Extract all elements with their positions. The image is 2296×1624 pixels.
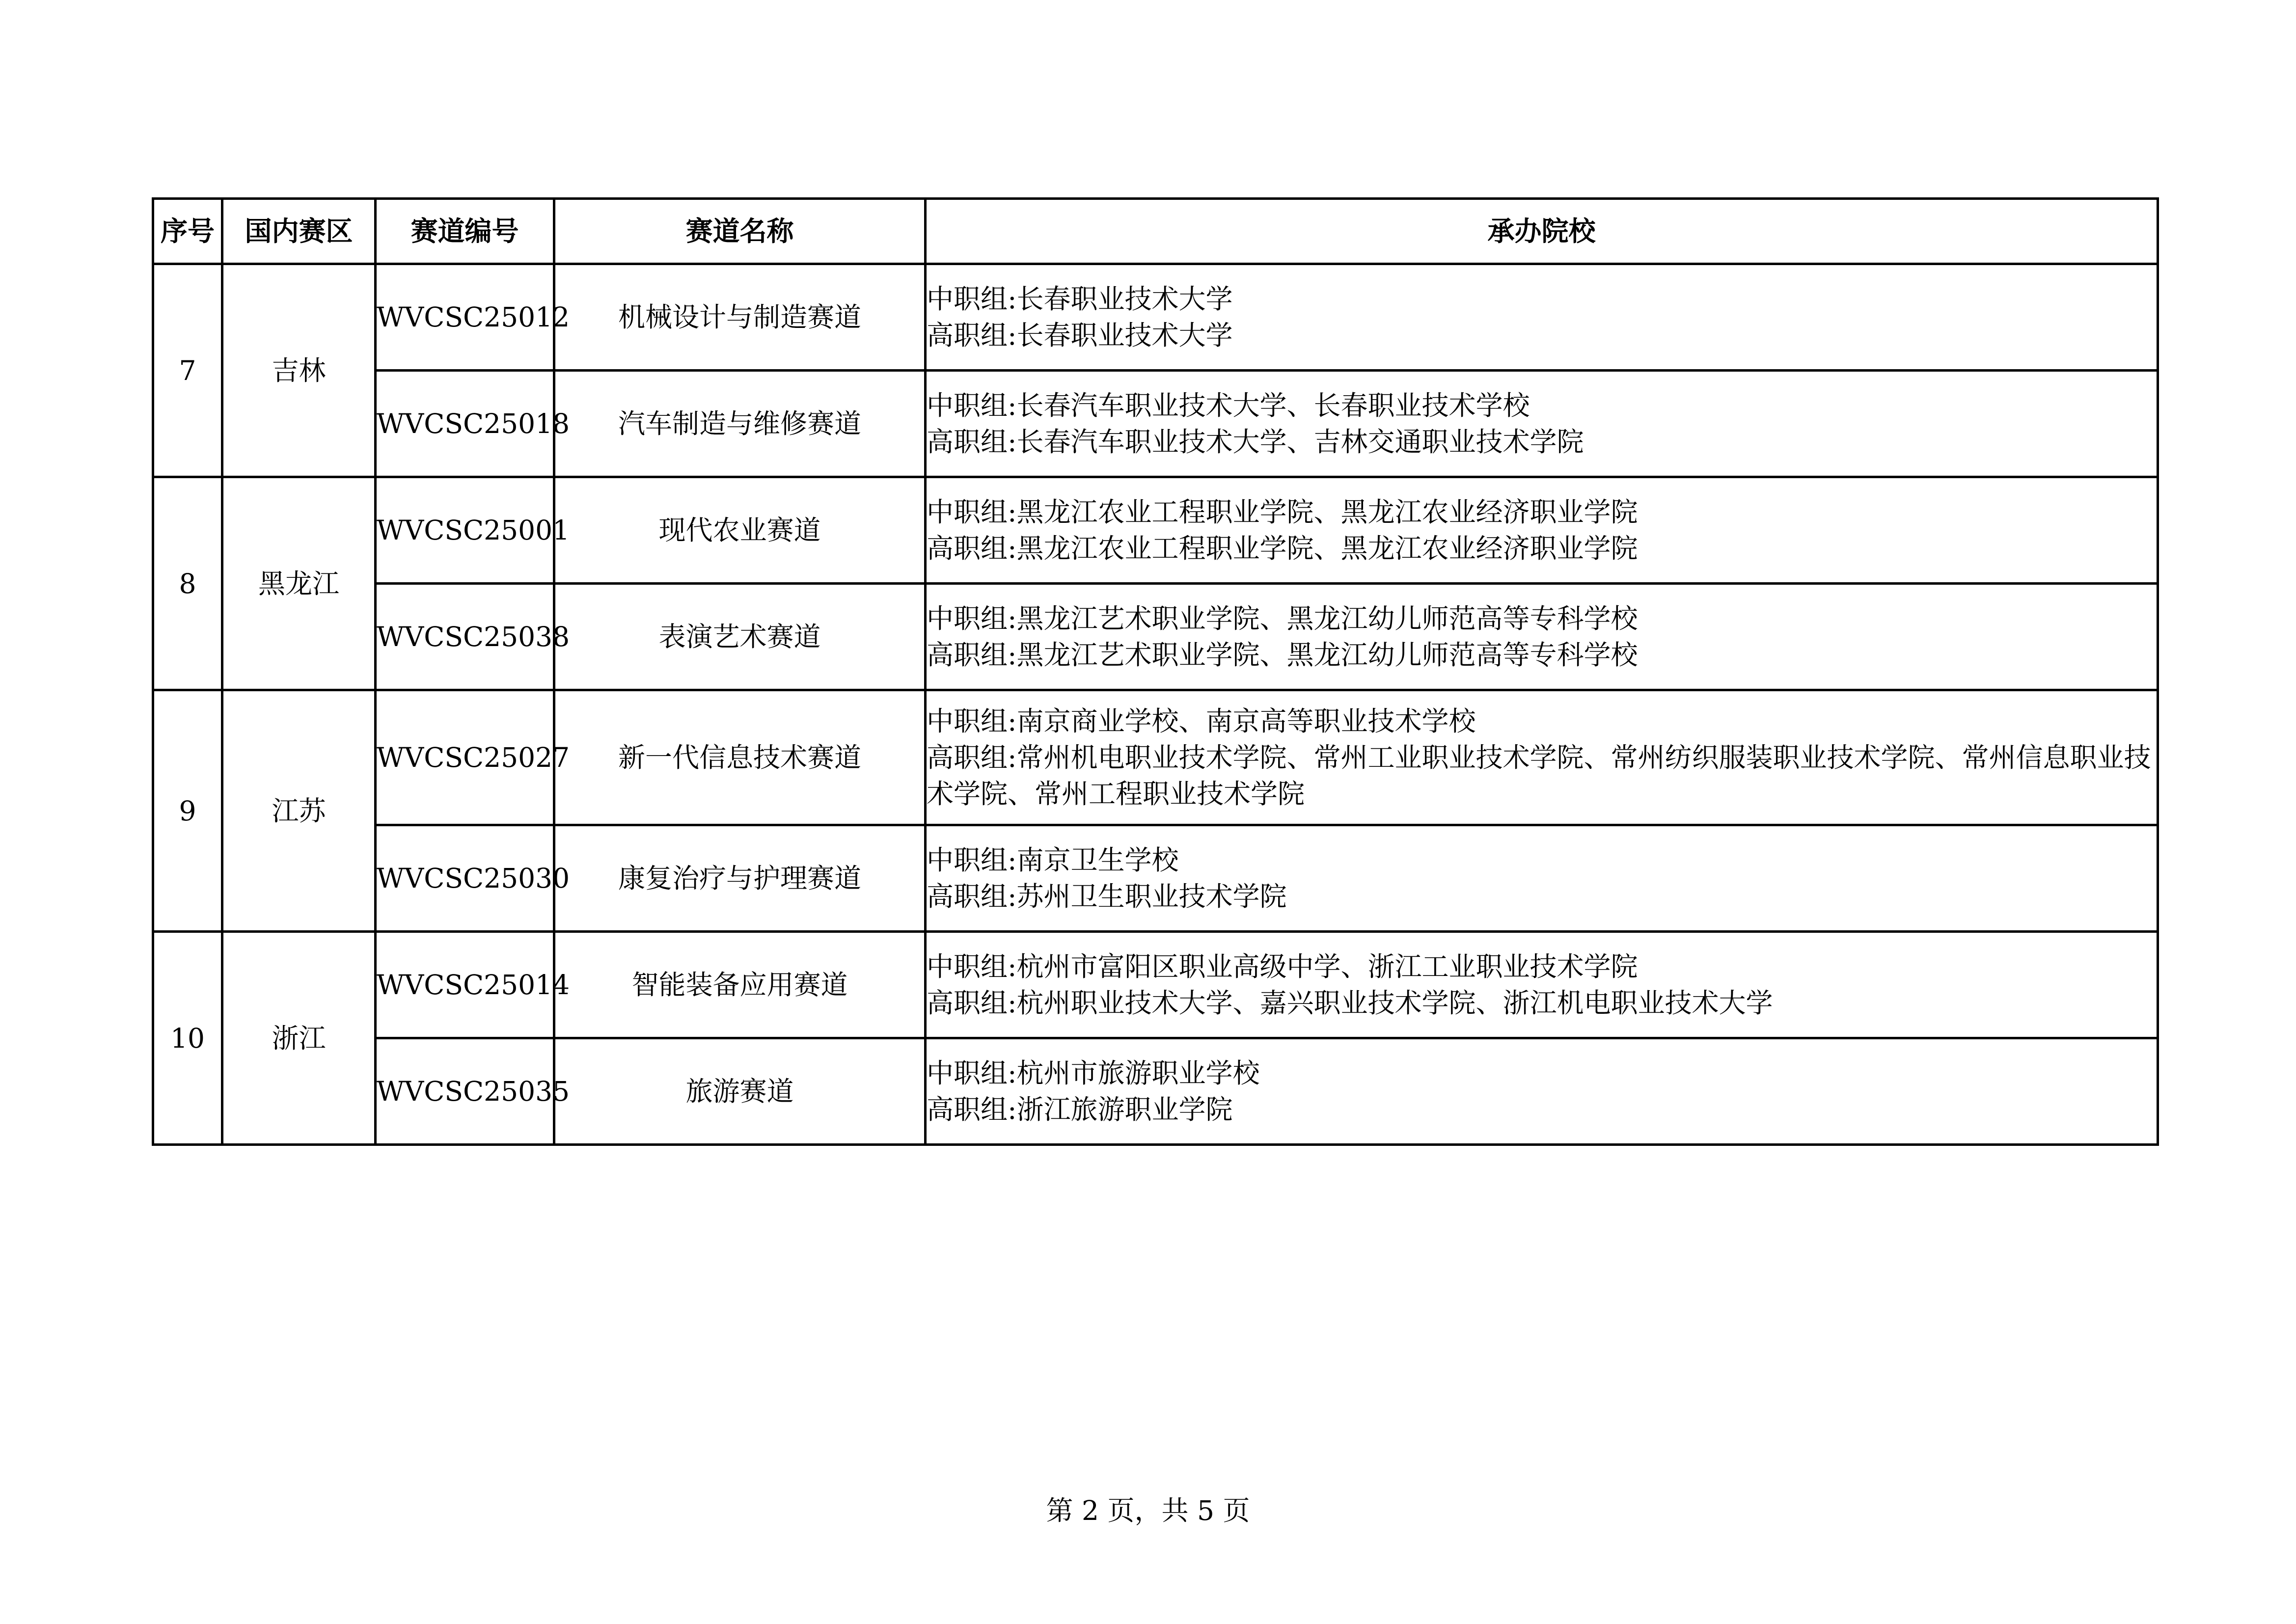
host-higher: 高职组:浙江旅游职业学院 [927,1094,1233,1125]
row-region: 吉林 [222,264,376,477]
header-index: 序号 [153,199,222,264]
track-name: 康复治疗与护理赛道 [554,825,926,932]
header-track-name: 赛道名称 [554,199,926,264]
host-higher: 高职组:黑龙江农业工程职业学院、黑龙江农业经济职业学院 [927,533,1638,564]
host-schools [926,825,2158,932]
track-code: WVCSC25014 [376,932,554,1038]
row-index: 9 [153,690,222,932]
table-row [153,690,2158,825]
host-schools [926,690,2158,825]
track-code: WVCSC25027 [376,690,554,825]
track-code: WVCSC25012 [376,264,554,371]
host-higher: 高职组:苏州卫生职业技术学院 [927,881,1287,912]
competition-host-table [152,197,2159,1146]
host-higher: 高职组:长春职业技术大学 [927,320,1233,351]
table-row [153,825,2158,932]
row-index: 7 [153,264,222,477]
table-row [153,371,2158,477]
header-region: 国内赛区 [222,199,376,264]
host-higher: 高职组:黑龙江艺术职业学院、黑龙江幼儿师范高等专科学校 [927,639,1638,671]
host-schools [926,584,2158,690]
table-row [153,584,2158,690]
host-secondary: 中职组:南京商业学校、南京高等职业技术学校 [927,705,1476,737]
row-region: 黑龙江 [222,477,376,690]
track-code: WVCSC25035 [376,1038,554,1145]
track-code: WVCSC25018 [376,371,554,477]
host-secondary: 中职组:长春职业技术大学 [927,283,1233,315]
host-schools [926,932,2158,1038]
host-schools [926,371,2158,477]
header-track-code: 赛道编号 [376,199,554,264]
table-header-row [153,199,2158,264]
track-code: WVCSC25038 [376,584,554,690]
host-schools [926,477,2158,584]
host-higher: 高职组:常州机电职业技术学院、常州工业职业技术学院、常州纺织服装职业技术学院、常州信息职业技术学院、常州工程职业技术学院 [927,742,2151,810]
row-region: 江苏 [222,690,376,932]
track-code: WVCSC25030 [376,825,554,932]
host-secondary: 中职组:杭州市富阳区职业高级中学、浙江工业职业技术学院 [927,951,1638,982]
table-row [153,932,2158,1038]
track-name: 汽车制造与维修赛道 [554,371,926,477]
host-secondary: 中职组:黑龙江艺术职业学院、黑龙江幼儿师范高等专科学校 [927,603,1638,634]
track-code: WVCSC25001 [376,477,554,584]
host-secondary: 中职组:长春汽车职业技术大学、长春职业技术学校 [927,390,1530,421]
row-index: 8 [153,477,222,690]
track-name: 旅游赛道 [554,1038,926,1145]
table-row [153,477,2158,584]
host-schools [926,264,2158,371]
track-name: 现代农业赛道 [554,477,926,584]
host-secondary: 中职组:南京卫生学校 [927,844,1179,876]
host-secondary: 中职组:杭州市旅游职业学校 [927,1057,1260,1089]
row-region: 浙江 [222,932,376,1145]
track-name: 智能装备应用赛道 [554,932,926,1038]
row-index: 10 [153,932,222,1145]
page-number-footer: 第 2 页，共 5 页 [1046,1495,1250,1526]
table-row [153,1038,2158,1145]
host-schools [926,1038,2158,1145]
host-secondary: 中职组:黑龙江农业工程职业学院、黑龙江农业经济职业学院 [927,496,1638,528]
track-name: 新一代信息技术赛道 [554,690,926,825]
host-higher: 高职组:杭州职业技术大学、嘉兴职业技术学院、浙江机电职业技术大学 [927,987,1773,1019]
header-host-schools: 承办院校 [926,199,2158,264]
track-name: 表演艺术赛道 [554,584,926,690]
track-name: 机械设计与制造赛道 [554,264,926,371]
host-higher: 高职组:长春汽车职业技术大学、吉林交通职业技术学院 [927,426,1584,458]
table-row [153,264,2158,371]
